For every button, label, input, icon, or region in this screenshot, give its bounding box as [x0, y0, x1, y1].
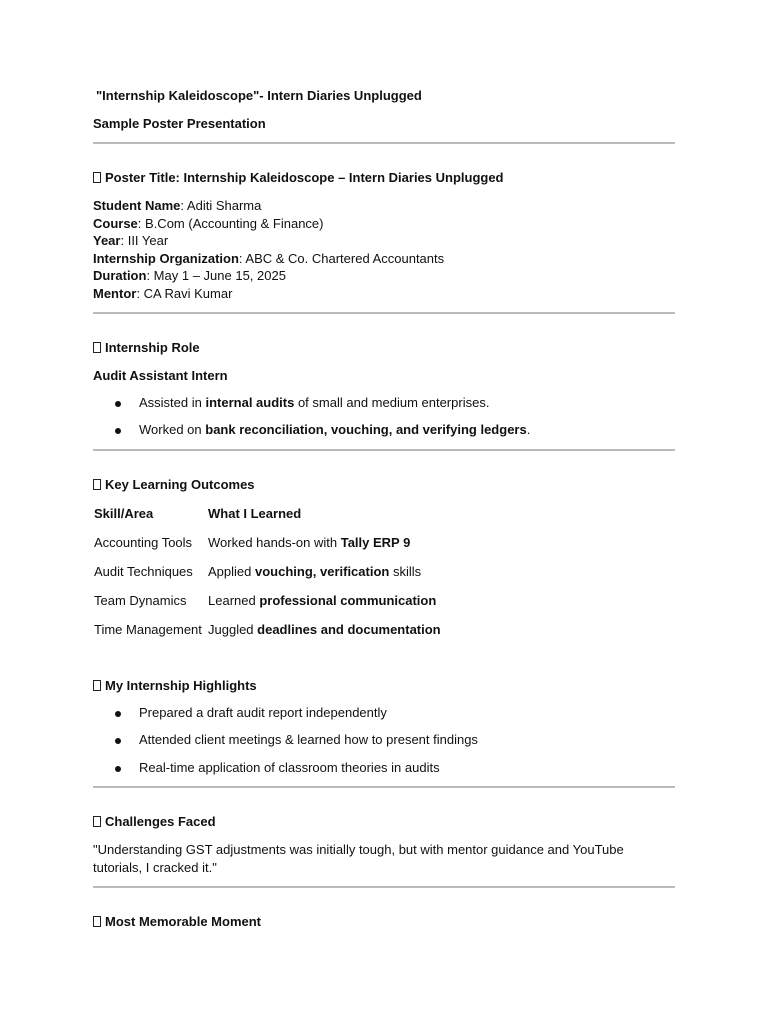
bullet-icon [115, 401, 121, 407]
detail-year: Year: III Year [93, 233, 169, 249]
detail-mentor: Mentor: CA Ravi Kumar [93, 285, 233, 301]
detail-organization: Internship Organization: ABC & Co. Chartered Accountants [93, 250, 445, 266]
box-icon [93, 816, 101, 827]
detail-course: Course: B.Com (Accounting & Finance) [93, 215, 324, 231]
bullet-icon [115, 766, 121, 772]
table-header-skill: Skill/Area [94, 506, 154, 521]
highlight-item: Real-time application of classroom theories in audits [139, 760, 440, 775]
divider [93, 449, 675, 451]
table-cell-learned: Applied vouching, verification skills [208, 564, 422, 579]
highlights-heading: My Internship Highlights [93, 678, 257, 693]
divider [93, 312, 675, 314]
document-title: "Internship Kaleidoscope"- Intern Diaries Unplugged [96, 88, 422, 103]
detail-student-name: Student Name: Aditi Sharma [93, 198, 262, 213]
role-bullet-1: Assisted in internal audits of small and medium enterprises. [139, 395, 490, 410]
role-bullet-2: Worked on bank reconciliation, vouching, and verifying ledgers. [139, 422, 531, 437]
highlight-item: Attended client meetings & learned how to present findings [139, 732, 478, 747]
table-cell-skill: Team Dynamics [94, 593, 187, 608]
table-cell-learned: Worked hands-on with Tally ERP 9 [208, 535, 411, 550]
table-cell-skill: Accounting Tools [94, 535, 193, 550]
divider [93, 886, 675, 888]
box-icon [93, 680, 101, 691]
box-icon [93, 916, 101, 927]
bullet-icon [115, 428, 121, 434]
table-cell-learned: Juggled deadlines and documentation [208, 622, 441, 637]
challenges-heading: Challenges Faced [93, 814, 216, 829]
box-icon [93, 172, 101, 183]
box-icon [93, 479, 101, 490]
poster-heading: Poster Title: Internship Kaleidoscope – Intern Diaries Unplugged [93, 170, 504, 185]
table-cell-skill: Audit Techniques [94, 564, 193, 579]
table-cell-skill: Time Management [94, 622, 202, 637]
learning-heading: Key Learning Outcomes [93, 477, 255, 492]
role-heading: Internship Role [93, 340, 200, 355]
bullet-icon [115, 711, 121, 717]
bullet-icon [115, 738, 121, 744]
divider [93, 786, 675, 788]
divider [93, 142, 675, 144]
table-header-learned: What I Learned [208, 506, 302, 521]
detail-duration: Duration: May 1 – June 15, 2025 [93, 268, 286, 284]
memorable-heading: Most Memorable Moment [93, 914, 261, 929]
challenges-quote: "Understanding GST adjustments was initially tough, but with mentor guidance and YouTube tutorials, I cracked it." [93, 842, 624, 875]
highlight-item: Prepared a draft audit report independently [139, 705, 387, 720]
document-subtitle: Sample Poster Presentation [93, 116, 266, 131]
role-title: Audit Assistant Intern [93, 368, 228, 383]
poster-details [93, 197, 444, 303]
table-cell-learned: Learned professional communication [208, 593, 437, 608]
box-icon [93, 342, 101, 353]
